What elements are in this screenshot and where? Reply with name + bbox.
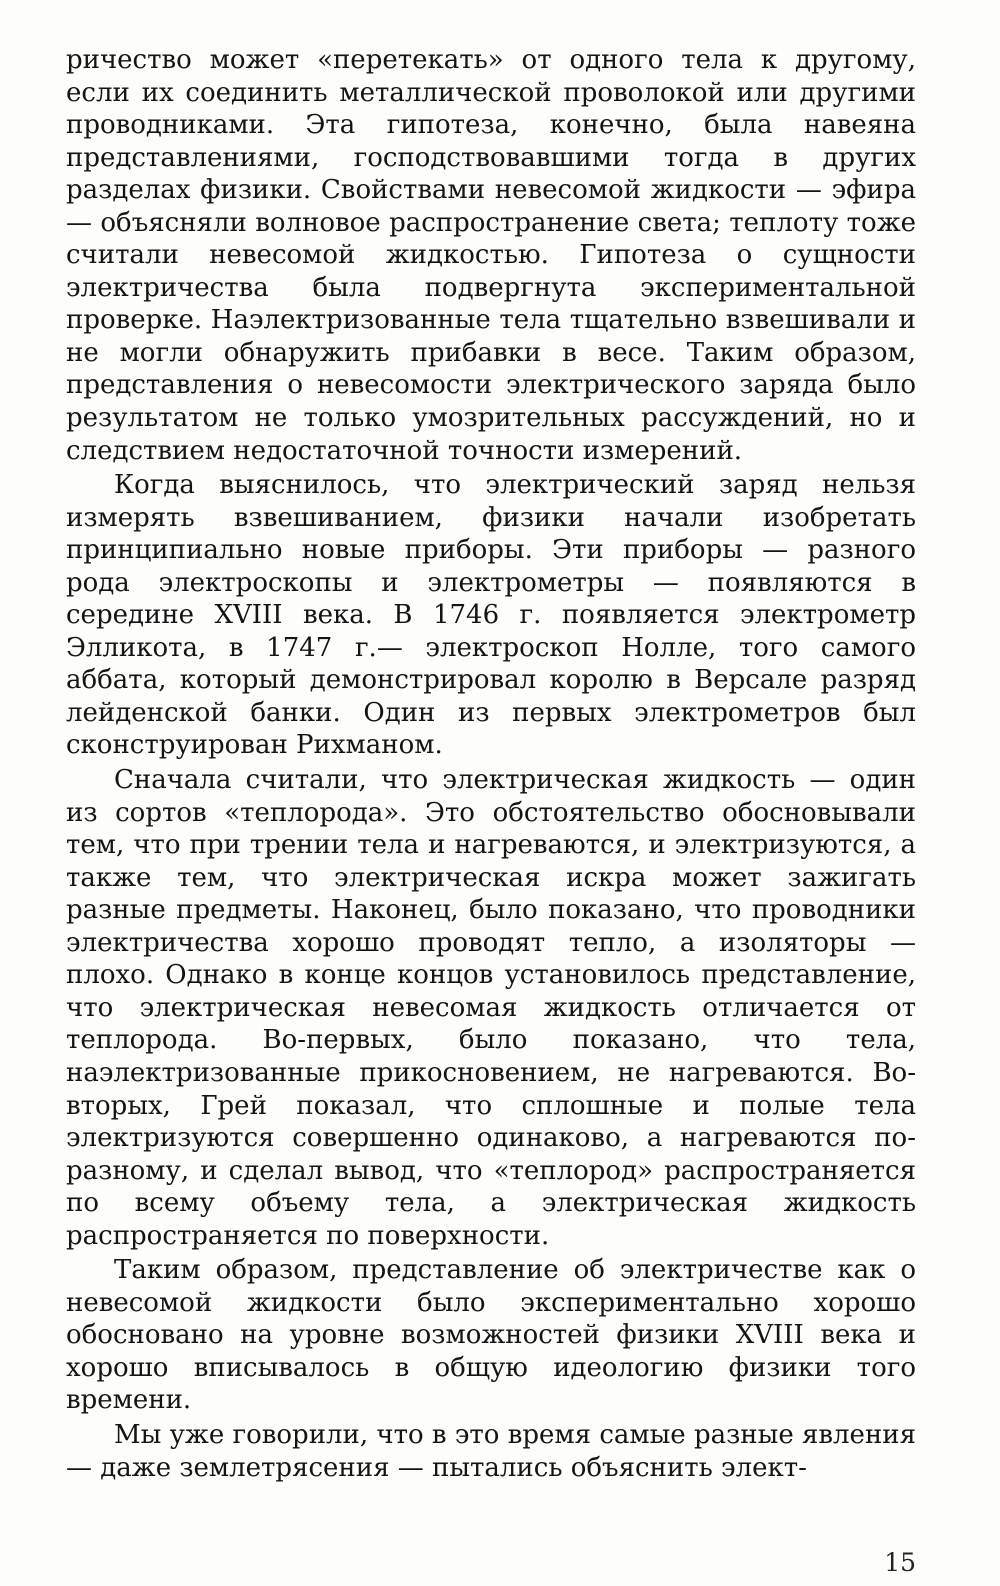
paragraph-2: Когда выяснилось, что электрический заряд нельзя измерять взвешиванием, физики начали изобретать принципиально новые приборы. Эти приборы — разного рода электроскопы и электрометры — появляются в середине XVIII века. В 1746 г. появляется электрометр Элликота, в 1747 г.— электроскоп Нолле, того самого аббата, который демонстрировал королю в Версале разряд лейденской банки. Один из первых электрометров был сконструирован Рихманом. (66, 470, 916, 761)
paragraph-1: ричество может «перетекать» от одного тела к другому, если их соединить металлической проволокой или другими проводниками. Эта гипотеза, конечно, была навеяна представлениями, господствовавшими тогда в других разделах физики. Свойствами невесомой жидкости — эфира — объясняли волновое распространение света; теплоту тоже считали невесомой жидкостью. Гипотеза о сущности электричества была подвергнута экспериментальной проверке. Наэлектризованные тела тщательно взвешивали и не могли обнаружить прибавки в весе. Таким образом, представления о невесомости электрического заряда было результатом не только умозрительных рассуждений, но и следствием недостаточной точности измерений. (66, 45, 916, 466)
paragraph-5: Мы уже говорили, что в это время самые разные явления — даже землетрясения — пытались объяснить элект- (66, 1419, 916, 1483)
page-number: 15 (884, 1548, 916, 1577)
paragraph-4: Таким образом, представление об электричестве как о невесомой жидкости было экспериментально хорошо обосновано на уровне возможностей физики XVIII века и хорошо вписывалось в общую идеологию физики того времени. (66, 1255, 916, 1416)
body-text (66, 44, 916, 1486)
paragraph-3: Сначала считали, что электрическая жидкость — один из сортов «теплорода». Это обстоятельство обосновывали тем, что при трении тела и нагреваются, и электризуются, а также тем, что электрическая искра может зажигать разные предметы. Наконец, было показано, что проводники электричества хорошо проводят тепло, а изоляторы — плохо. Однако в конце концов установилось представление, что электрическая невесомая жидкость отличается от теплорода. Во-первых, было показано, что тела, наэлектризованные прикосновением, не нагреваются. Во-вторых, Грей показал, что сплошные и полые тела электризуются совершенно одинаково, а нагреваются по-разному, и сделал вывод, что «теплород» распространяется по всему объему тела, а электрическая жидкость распространяется по поверхности. (66, 765, 916, 1251)
